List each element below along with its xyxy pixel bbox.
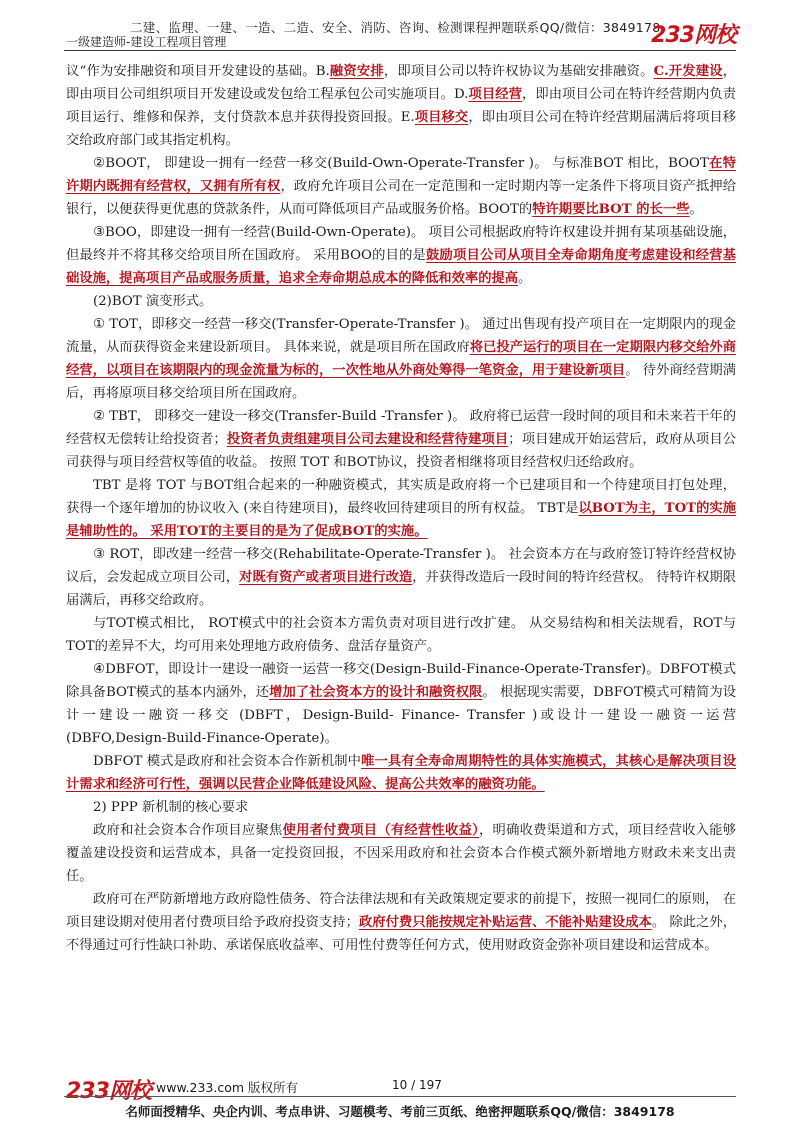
body-text: 。	[689, 202, 703, 217]
body-text: ，即项目公司以特许权协议为基础安排融资。	[383, 64, 654, 79]
highlighted-text: 项目移交	[414, 110, 469, 125]
body-text: ④DBFOT，即设计一建设一融资一运营一移交(Design-Build-Finance-Operate-Transfer)。DBFOT模式除具备BOT模式的基本内涵外，还	[66, 662, 736, 700]
paragraph	[66, 888, 736, 957]
highlighted-text: 鼓励项目公司从项目全寿命期角度考虑建设和经营基础设施，提高项目产品或服务质量，追求全寿命期总成本的降低和效率的提高	[66, 248, 736, 286]
body-text: ②BOOT， 即建设一拥有一经营一移交(Build-Own-Operate-Transfer )。 与标准BOT 相比，BOOT	[93, 156, 709, 171]
body-text: ③BOO，即建设一拥有一经营(Build-Own-Operate)。 项目公司根据政府特许权建设并拥有某项基础设施，但最终并不将其移交给项目所在国政府。 采用BOO的目的是	[66, 225, 736, 263]
highlighted-text: 唯一具有全寿命周期特性的具体实施模式，其核心是解决项目设计需求和经济可行性，强调以民营企业降低建设风险、提高公共效率的融资功能。	[66, 754, 737, 792]
body-text: ；项目建成开始运营后，政府从项目公司获得与项目经营权等值的收益。 按照 TOT 和BOT协议，投资者相继将项目经营权归还给政府。	[66, 432, 737, 470]
highlighted-text: 项目经营	[468, 87, 523, 102]
header-contact-line: 二建、监理、一建、一造、二造、安全、消防、咨询、检测课程押题联系QQ/微信：3849178	[130, 20, 661, 35]
paragraph	[66, 405, 736, 474]
document-body	[66, 60, 736, 957]
footer-contact-line: 名师面授精华、央企内训、考点串讲、习题模考、考前三页纸、绝密押题联系QQ/微信：3849178	[125, 1104, 675, 1119]
highlighted-text: 在特许期内既拥有经营权，又拥有所有权	[66, 156, 737, 194]
highlighted-text: 将已投产运行的项目在一定期限内移交给外商经营，以项目在该期限内的现金流量为标的，一次性地从外商处筹得一笔资金，用于建设新项目	[66, 340, 737, 378]
highlighted-text: 投资者负责组建项目公司去建设和经营待建项目	[226, 432, 509, 447]
body-text: TBT 是将 TOT 与BOT组合起来的一种融资模式，其实质是政府将一个已建项目和一个待建项目打包处理，获得一个逐年增加的协议收入 (来自待建项目)，最终收回待建项目的所有权益。 TBT是	[66, 478, 736, 516]
page-header	[0, 0, 800, 52]
site-logo-header[interactable]: 233网校	[651, 23, 736, 48]
highlighted-text: 对既有资产或者项目进行改造	[239, 570, 413, 585]
body-text: ，并获得改造后一段时间的特许经营权。 待特许权期限届满后，再移交给政府。	[66, 570, 737, 608]
page-number: 10 / 197	[392, 1078, 442, 1092]
paragraph	[66, 543, 736, 612]
paragraph	[66, 60, 736, 152]
paragraph	[66, 474, 736, 543]
highlighted-text: 以BOT为主，TOT的实施是辅助性的。 采用TOT的主要目的是为了促成BOT的实施。	[66, 501, 736, 539]
body-text: 议“作为安排融资和项目开发建设的基础。B.	[66, 64, 330, 79]
header-divider	[64, 50, 736, 51]
body-text: ，即由项目公司组织项目开发建设或发包给工程承包公司实施项目。D.	[66, 64, 737, 102]
body-text: 。 根据现实需要，DBFOT模式可精简为设计一建设一融资一移交 (DBFT，Design-Build- Finance- Transfer )或设计一建设一融资一运营(DBFO,Design-Build-Finance-Operate)。	[66, 685, 736, 746]
body-text: ② TBT， 即移交一建设一移交(Transfer-Build -Transfer )。 政府将已运营一段时间的项目和未来若干年的经营权无偿转让给投资者；	[66, 409, 736, 447]
body-text: 。	[518, 271, 532, 286]
body-text: 与TOT模式相比， ROT模式中的社会资本方需负责对项目进行改扩建。 从交易结构和相关法规看，ROT与TOT的差异不大，均可用来处理地方政府债务、盘活存量资产。	[66, 616, 736, 654]
paragraph	[66, 750, 736, 796]
body-text: (2)BOT 演变形式。	[93, 294, 213, 309]
body-text: 政府和社会资本合作项目应聚焦	[93, 823, 283, 838]
body-text: 。 除此之外，不得通过可行性缺口补助、承诺保底收益率、可用性付费等任何方式，使用财政资金弥补项目建设和运营成本。	[66, 915, 737, 953]
paragraph	[66, 221, 736, 290]
highlighted-text: 增加了社会资本方的设计和融资权限	[269, 685, 483, 700]
body-text: ，即由项目公司在特许经营期内负责项目运行、维修和保养，支付贷款本息并获得投资回报。E.	[66, 87, 737, 125]
paragraph	[66, 658, 736, 750]
highlighted-text: 政府付费只能按规定补贴运营、不能补贴建设成本	[358, 915, 652, 930]
footer-copyright: www.233.com 版权所有	[156, 1080, 298, 1095]
paragraph	[66, 612, 736, 658]
body-text: 政府可在严防新增地方政府隐性债务、符合法律法规和有关政策规定要求的前提下，按照一视同仁的原则， 在项目建设期对使用者付费项目给予政府投资支持；	[66, 892, 736, 930]
highlighted-text: 使用者付费项目（有经营性收益）	[282, 823, 480, 838]
body-text: ，明确收费渠道和方式，项目经营收入能够覆盖建设投资和运营成本，具备一定投资回报，不因采用政府和社会资本合作模式额外新增地方财政未来支出责任。	[66, 823, 737, 884]
body-text: 。 待外商经营期满后，再将原项目移交给项目所在国政府。	[66, 363, 736, 401]
body-text: DBFOT 模式是政府和社会资本合作新机制中	[93, 754, 362, 769]
body-text: ，即由项目公司在特许经营期届满后将项目移交给政府部门或其指定机构。	[66, 110, 737, 148]
body-text: ③ ROT，即改建一经营一移交(Rehabilitate-Operate-Transfer )。 社会资本方在与政府签订特许经营权协议后，会发起成立项目公司，	[66, 547, 736, 585]
highlighted-text: C.开发建设	[653, 64, 723, 79]
body-text: ，政府允许项目公司在一定范围和一定时期内等一定条件下将项目资产抵押给银行，以便获得更优惠的贷款条件，从而可降低项目产品或服务价格。BOOT的	[66, 179, 737, 217]
highlighted-text: 融资安排	[329, 64, 384, 79]
paragraph	[66, 819, 736, 888]
highlighted-text: 特许期要比BOT 的长一些	[532, 202, 690, 217]
site-logo-footer[interactable]: 233网校	[66, 1079, 151, 1104]
body-text: 2) PPP 新机制的核心要求	[93, 800, 249, 815]
paragraph	[66, 313, 736, 405]
header-course-title: 一级建造师-建设工程项目管理	[66, 35, 227, 49]
paragraph	[66, 796, 736, 819]
paragraph	[66, 152, 736, 221]
paragraph	[66, 290, 736, 313]
body-text: ① TOT，即移交一经营一移交(Transfer-Operate-Transfer )。 通过出售现有投产项目在一定期限内的现金流量，从而获得资金来建设新项目。 具体来说，就是项目所在国政府	[66, 317, 736, 355]
footer-divider	[64, 1096, 736, 1097]
